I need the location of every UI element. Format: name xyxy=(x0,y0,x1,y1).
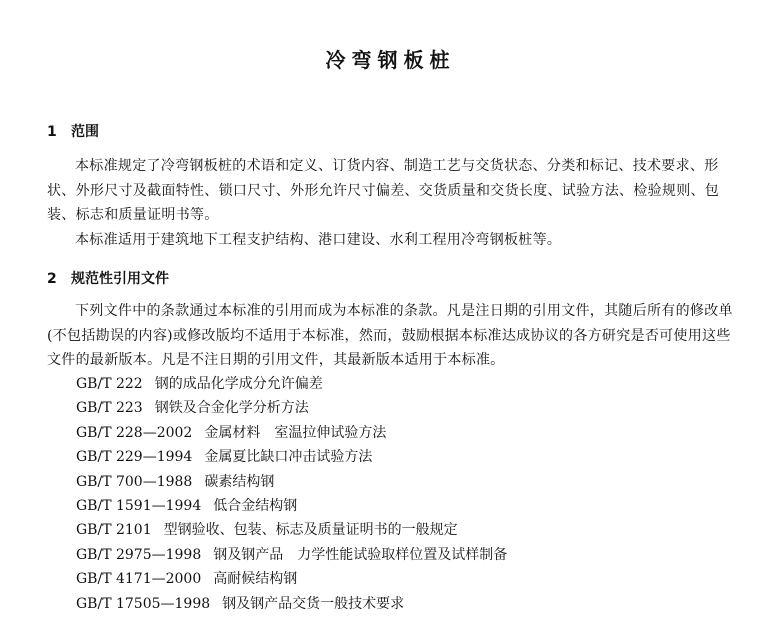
reference-name: 碳素结构钢 xyxy=(204,473,275,490)
list-item xyxy=(76,567,507,591)
reference-code: GB/T 700—1988 xyxy=(76,473,193,490)
reference-code: GB/T 2101 xyxy=(76,522,152,539)
reference-name: 高耐候结构钢 xyxy=(213,571,298,588)
section-heading-scope xyxy=(47,121,99,141)
reference-name: 低合金结构钢 xyxy=(213,497,298,514)
section-number: 1 xyxy=(47,124,57,140)
list-item xyxy=(76,518,507,542)
reference-name: 钢及钢产品交货一般技术要求 xyxy=(222,595,405,612)
list-item xyxy=(76,592,507,616)
section-title: 规范性引用文件 xyxy=(71,271,169,287)
list-item xyxy=(76,396,507,420)
list-item xyxy=(76,470,507,494)
reference-code: GB/T 4171—2000 xyxy=(76,571,202,588)
reference-name: 钢的成品化学成分允许偏差 xyxy=(154,376,323,392)
reference-code: GB/T 2975—1998 xyxy=(76,546,202,563)
reference-name: 型钢验收、包装、标志及质量证明书的一般规定 xyxy=(163,522,458,539)
reference-name: 金属夏比缺口冲击试验方法 xyxy=(204,449,373,466)
reference-list xyxy=(76,372,507,616)
reference-code: GB/T 17505—1998 xyxy=(76,595,211,612)
section-title: 范围 xyxy=(71,124,99,140)
references-intro-paragraph: 下列文件中的条款通过本标准的引用而成为本标准的条款。凡是注日期的引用文件，其随后所有的修改单(不包括勘误的内容)或修改版均不适用于本标准，然而，鼓励根据本标准达成协议的各方研究是否可使用这些文件的最新版本。凡是不注日期的引用文件，其最新版本适用于本标准。 xyxy=(47,303,733,368)
reference-name: 金属材料 室温拉伸试验方法 xyxy=(204,424,387,441)
reference-code: GB/T 1591—1994 xyxy=(76,497,202,514)
document-title: 冷弯钢板桩 xyxy=(325,48,456,72)
list-item xyxy=(76,494,507,518)
reference-code: GB/T 228—2002 xyxy=(76,424,193,441)
list-item xyxy=(76,445,507,469)
reference-name: 钢及钢产品 力学性能试验取样位置及试样制备 xyxy=(213,546,508,563)
reference-name: 钢铁及合金化学分析方法 xyxy=(154,400,309,417)
scope-paragraph-2: 本标准适用于建筑地下工程支护结构、港口建设、水利工程用冷弯钢板桩等。 xyxy=(75,232,562,248)
reference-code: GB/T 229—1994 xyxy=(76,449,193,466)
section-number: 2 xyxy=(47,271,57,287)
scope-paragraph-1: 本标准规定了冷弯钢板桩的术语和定义、订货内容、制造工艺与交货状态、分类和标记、技术要求、形状、外形尺寸及截面特性、锁口尺寸、外形允许尺寸偏差、交货质量和交货长度、试验方法、检验规则、包装、标志和质量证明书等。 xyxy=(47,158,720,223)
reference-code: GB/T 223 xyxy=(76,400,143,417)
reference-code: GB/T 222 xyxy=(76,376,143,392)
list-item xyxy=(76,421,507,445)
list-item xyxy=(76,543,507,567)
section-heading-normative-references xyxy=(47,268,169,288)
list-item xyxy=(76,372,507,396)
